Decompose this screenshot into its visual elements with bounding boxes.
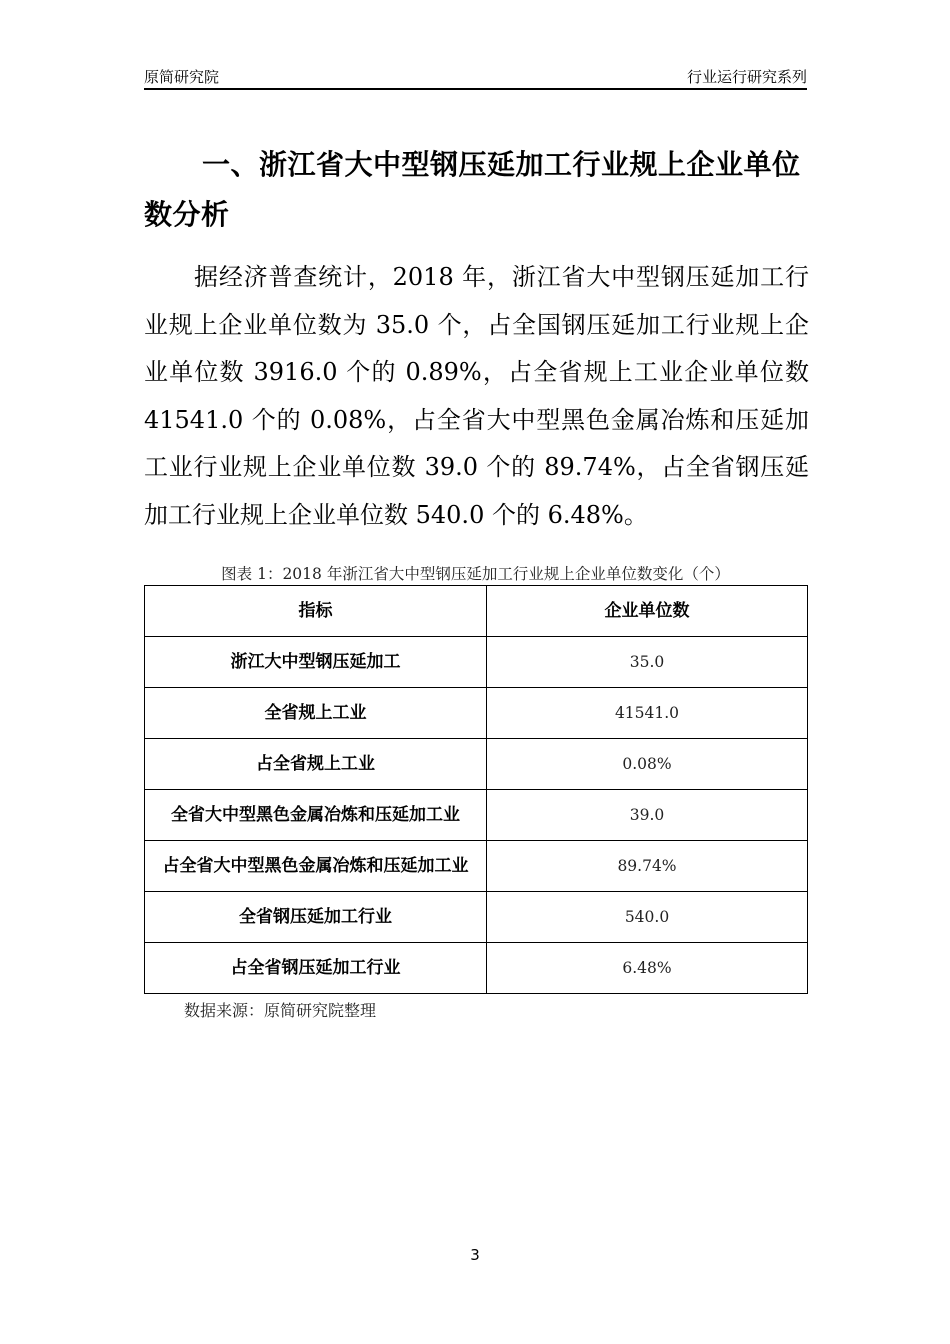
table-header-row bbox=[145, 586, 808, 637]
row-label: 占全省规上工业 bbox=[145, 739, 487, 790]
row-label: 浙江大中型钢压延加工 bbox=[145, 637, 487, 688]
table-header-indicator: 指标 bbox=[145, 586, 487, 637]
table-row bbox=[145, 841, 808, 892]
row-value: 540.0 bbox=[487, 892, 808, 943]
page-number: 3 bbox=[470, 1246, 480, 1264]
body-paragraph: 据经济普查统计，2018 年，浙江省大中型钢压延加工行业规上企业单位数为 35.0 个，占全国钢压延加工行业规上企业单位数 3916.0 个的 0.89%，占全省规上工业企业单位数 41541.0 个的 0.08%，占全省大中型黑色金属冶炼和压延加工业行业规上企业单位数 39.0 个的 89.74%，占全省钢压延加工行业规上企业单位数 540.0 个的 6.48%。 bbox=[144, 263, 809, 529]
row-label: 全省大中型黑色金属冶炼和压延加工业 bbox=[145, 790, 487, 841]
table-caption: 图表 1：2018 年浙江省大中型钢压延加工行业规上企业单位数变化（个） bbox=[221, 565, 730, 583]
row-value: 39.0 bbox=[487, 790, 808, 841]
table-row bbox=[145, 637, 808, 688]
table-row bbox=[145, 790, 808, 841]
row-value: 35.0 bbox=[487, 637, 808, 688]
table-header-count: 企业单位数 bbox=[487, 586, 808, 637]
row-value: 41541.0 bbox=[487, 688, 808, 739]
row-label: 全省规上工业 bbox=[145, 688, 487, 739]
data-source-note: 数据来源：原简研究院整理 bbox=[184, 1001, 377, 1020]
table-row bbox=[145, 943, 808, 994]
header-series-name: 行业运行研究系列 bbox=[686, 68, 807, 86]
header-org-name: 原简研究院 bbox=[144, 68, 220, 86]
section-title: 一、浙江省大中型钢压延加工行业规上企业单位数分析 bbox=[144, 148, 801, 231]
row-value: 0.08% bbox=[487, 739, 808, 790]
data-table bbox=[144, 585, 808, 994]
row-label: 占全省大中型黑色金属冶炼和压延加工业 bbox=[145, 841, 487, 892]
table-row bbox=[145, 688, 808, 739]
row-label: 占全省钢压延加工行业 bbox=[145, 943, 487, 994]
row-label: 全省钢压延加工行业 bbox=[145, 892, 487, 943]
row-value: 89.74% bbox=[487, 841, 808, 892]
header-divider bbox=[144, 88, 807, 90]
table-row bbox=[145, 739, 808, 790]
row-value: 6.48% bbox=[487, 943, 808, 994]
table-row bbox=[145, 892, 808, 943]
